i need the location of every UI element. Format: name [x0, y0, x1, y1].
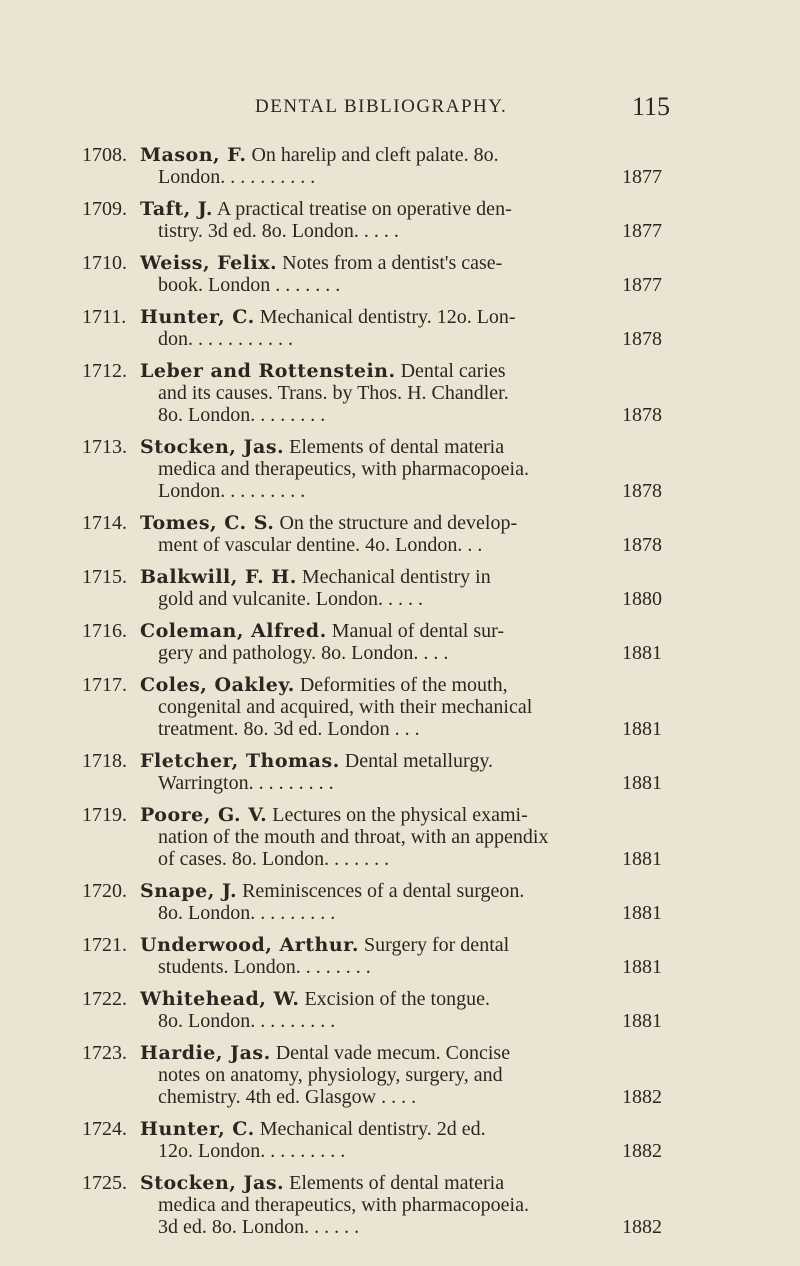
- entry-first-line: [140, 252, 622, 274]
- entry-text: [140, 144, 622, 188]
- entry-first-line: [140, 566, 622, 588]
- entry-title-text: Notes from a dentist's case-: [282, 252, 503, 274]
- entry-text: [140, 1042, 622, 1108]
- entry-first-line: [140, 988, 622, 1010]
- entry-title-text: Warrington. . . . . . . . .: [158, 772, 334, 794]
- entry-text: [140, 988, 622, 1032]
- entry-title-text: Mechanical dentistry in: [301, 566, 491, 588]
- entry-year: 1878: [622, 404, 662, 426]
- entry-year: 1881: [622, 1010, 662, 1032]
- entry-title-text: Reminiscences of a dental surgeon.: [242, 880, 525, 902]
- bibliography-entry: [0, 144, 800, 188]
- entry-title-text: A practical treatise on operative den-: [216, 198, 512, 220]
- bibliography-entry: [0, 198, 800, 242]
- entry-title-text: Manual of dental sur-: [331, 620, 505, 642]
- entry-text: [140, 436, 622, 502]
- entry-title-text: Elements of dental materia: [289, 1172, 505, 1194]
- bibliography-entry: [0, 436, 800, 502]
- entry-first-line: [140, 1042, 622, 1064]
- entry-continuation-line: [140, 588, 622, 610]
- entry-title-text: students. London. . . . . . . .: [158, 956, 371, 978]
- entry-text: [140, 934, 622, 978]
- entry-author: Snape, J.: [140, 880, 238, 902]
- entry-year: 1881: [622, 772, 662, 794]
- entry-text: [140, 512, 622, 556]
- entry-continuation-line: [140, 902, 622, 924]
- entry-number: 1714.: [82, 512, 127, 534]
- entry-title-text: book. London . . . . . . .: [158, 274, 341, 296]
- entry-text: [140, 198, 622, 242]
- entry-first-line: [140, 1172, 622, 1194]
- entry-title-text: 8o. London. . . . . . . .: [158, 404, 326, 426]
- entry-author: Hunter, C.: [140, 1118, 255, 1140]
- entry-number: 1720.: [82, 880, 127, 902]
- entry-title-text: and its causes. Trans. by Thos. H. Chandler.: [158, 382, 509, 404]
- entry-title-text: 12o. London. . . . . . . . .: [158, 1140, 346, 1162]
- entry-author: Stocken, Jas.: [140, 436, 285, 458]
- entry-author: Mason, F.: [140, 144, 247, 166]
- entry-first-line: [140, 804, 622, 826]
- entry-continuation-line: [140, 534, 622, 556]
- entry-title-text: London. . . . . . . . .: [158, 480, 306, 502]
- entry-author: Whitehead, W.: [140, 988, 300, 1010]
- entry-year: 1881: [622, 848, 662, 870]
- entry-number: 1725.: [82, 1172, 127, 1194]
- bibliography-entry: [0, 1118, 800, 1162]
- entry-text: [140, 252, 622, 296]
- bibliography-entry: [0, 566, 800, 610]
- bibliography-entry: [0, 674, 800, 740]
- page-number: 115: [632, 92, 671, 121]
- entry-number: 1721.: [82, 934, 127, 956]
- bibliography-entry: [0, 804, 800, 870]
- entry-year: 1877: [622, 220, 662, 242]
- entry-first-line: [140, 934, 622, 956]
- entry-title-text: Lectures on the physical exami-: [272, 804, 528, 826]
- entry-first-line: [140, 198, 622, 220]
- entry-continuation-line: [140, 696, 622, 718]
- entry-author: Underwood, Arthur.: [140, 934, 360, 956]
- entry-text: [140, 306, 622, 350]
- entry-title-text: Elements of dental materia: [289, 436, 505, 458]
- entry-continuation-line: [140, 956, 622, 978]
- entry-continuation-line: [140, 480, 622, 502]
- entry-number: 1717.: [82, 674, 127, 696]
- entry-year: 1877: [622, 166, 662, 188]
- entry-text: [140, 804, 622, 870]
- entry-number: 1710.: [82, 252, 127, 274]
- entry-title-text: treatment. 8o. 3d ed. London . . .: [158, 718, 420, 740]
- entry-title-text: Dental metallurgy.: [344, 750, 494, 772]
- entry-continuation-line: [140, 1086, 622, 1108]
- entry-author: Taft, J.: [140, 198, 213, 220]
- entry-continuation-line: [140, 458, 622, 480]
- entry-text: [140, 1172, 622, 1238]
- entry-first-line: [140, 1118, 622, 1140]
- entry-title-text: 8o. London. . . . . . . . .: [158, 902, 336, 924]
- entry-year: 1881: [622, 902, 662, 924]
- entry-number: 1708.: [82, 144, 127, 166]
- entry-title-text: congenital and acquired, with their mechanical: [158, 696, 533, 718]
- entry-author: Stocken, Jas.: [140, 1172, 285, 1194]
- entry-title-text: notes on anatomy, physiology, surgery, and: [158, 1064, 503, 1086]
- entry-first-line: [140, 674, 622, 696]
- entry-continuation-line: [140, 328, 622, 350]
- entry-continuation-line: [140, 642, 622, 664]
- entry-continuation-line: [140, 220, 622, 242]
- entry-first-line: [140, 880, 622, 902]
- entry-title-text: Deformities of the mouth,: [299, 674, 508, 696]
- entry-year: 1882: [622, 1140, 662, 1162]
- entry-title-text: 3d ed. 8o. London. . . . . .: [158, 1216, 360, 1238]
- entry-title-text: nation of the mouth and throat, with an appendix: [158, 826, 549, 848]
- entry-author: Hardie, Jas.: [140, 1042, 271, 1064]
- entry-text: [140, 880, 622, 924]
- entry-author: Weiss, Felix.: [140, 252, 278, 274]
- entry-year: 1878: [622, 480, 662, 502]
- page-header: [0, 92, 800, 122]
- entry-number: 1711.: [82, 306, 127, 328]
- entry-title-text: On the structure and develop-: [279, 512, 518, 534]
- running-head: DENTAL BIBLIOGRAPHY.: [255, 96, 508, 117]
- entry-title-text: Dental caries: [400, 360, 506, 382]
- entry-text: [140, 620, 622, 664]
- bibliography-entry: [0, 306, 800, 350]
- bibliography-entry: [0, 620, 800, 664]
- entry-title-text: gery and pathology. 8o. London. . . .: [158, 642, 449, 664]
- entry-title-text: Dental vade mecum. Concise: [275, 1042, 511, 1064]
- entry-title-text: Excision of the tongue.: [304, 988, 490, 1010]
- entry-title-text: London. . . . . . . . . .: [158, 166, 316, 188]
- entry-number: 1719.: [82, 804, 127, 826]
- entry-text: [140, 1118, 622, 1162]
- entry-year: 1881: [622, 642, 662, 664]
- entry-title-text: Surgery for dental: [364, 934, 510, 956]
- bibliography-entry: [0, 750, 800, 794]
- entry-continuation-line: [140, 772, 622, 794]
- entry-year: 1878: [622, 328, 662, 350]
- entry-title-text: ment of vascular dentine. 4o. London. . .: [158, 534, 483, 556]
- entry-number: 1718.: [82, 750, 127, 772]
- entry-continuation-line: [140, 718, 622, 740]
- entry-continuation-line: [140, 1064, 622, 1086]
- entry-title-text: Mechanical dentistry. 2d ed.: [259, 1118, 486, 1140]
- bibliography-entry: [0, 880, 800, 924]
- entry-number: 1713.: [82, 436, 127, 458]
- entry-author: Coleman, Alfred.: [140, 620, 327, 642]
- entry-title-text: Mechanical dentistry. 12o. Lon-: [259, 306, 516, 328]
- entry-year: 1880: [622, 588, 662, 610]
- entry-title-text: of cases. 8o. London. . . . . . .: [158, 848, 390, 870]
- bibliography-entry: [0, 252, 800, 296]
- entry-first-line: [140, 306, 622, 328]
- entry-continuation-line: [140, 1216, 622, 1238]
- entry-author: Balkwill, F. H.: [140, 566, 297, 588]
- bibliography-entry: [0, 1172, 800, 1238]
- entry-continuation-line: [140, 166, 622, 188]
- entry-year: 1882: [622, 1086, 662, 1108]
- entry-number: 1715.: [82, 566, 127, 588]
- entry-number: 1712.: [82, 360, 127, 382]
- entry-text: [140, 566, 622, 610]
- entry-year: 1882: [622, 1216, 662, 1238]
- entry-number: 1723.: [82, 1042, 127, 1064]
- entry-continuation-line: [140, 1140, 622, 1162]
- entry-first-line: [140, 144, 622, 166]
- entry-year: 1878: [622, 534, 662, 556]
- entry-author: Leber and Rottenstein.: [140, 360, 396, 382]
- bibliography-entry: [0, 360, 800, 426]
- entry-continuation-line: [140, 274, 622, 296]
- entry-continuation-line: [140, 1194, 622, 1216]
- entry-continuation-line: [140, 382, 622, 404]
- entry-title-text: tistry. 3d ed. 8o. London. . . . .: [158, 220, 399, 242]
- bibliography-entry: [0, 1042, 800, 1108]
- bibliography-list: [0, 144, 800, 1248]
- entry-continuation-line: [140, 826, 622, 848]
- entry-number: 1709.: [82, 198, 127, 220]
- entry-first-line: [140, 436, 622, 458]
- bibliography-entry: [0, 988, 800, 1032]
- entry-author: Tomes, C. S.: [140, 512, 275, 534]
- entry-first-line: [140, 512, 622, 534]
- entry-number: 1722.: [82, 988, 127, 1010]
- bibliography-entry: [0, 512, 800, 556]
- entry-text: [140, 750, 622, 794]
- entry-first-line: [140, 620, 622, 642]
- entry-title-text: don. . . . . . . . . . .: [158, 328, 293, 350]
- entry-author: Fletcher, Thomas.: [140, 750, 340, 772]
- bibliography-entry: [0, 934, 800, 978]
- entry-first-line: [140, 750, 622, 772]
- entry-author: Coles, Oakley.: [140, 674, 295, 696]
- entry-title-text: gold and vulcanite. London. . . . .: [158, 588, 423, 610]
- entry-author: Hunter, C.: [140, 306, 255, 328]
- entry-title-text: chemistry. 4th ed. Glasgow . . . .: [158, 1086, 417, 1108]
- entry-first-line: [140, 360, 622, 382]
- entry-continuation-line: [140, 1010, 622, 1032]
- entry-number: 1724.: [82, 1118, 127, 1140]
- entry-author: Poore, G. V.: [140, 804, 268, 826]
- entry-year: 1881: [622, 956, 662, 978]
- entry-continuation-line: [140, 404, 622, 426]
- entry-year: 1877: [622, 274, 662, 296]
- entry-text: [140, 360, 622, 426]
- entry-continuation-line: [140, 848, 622, 870]
- entry-title-text: 8o. London. . . . . . . . .: [158, 1010, 336, 1032]
- entry-year: 1881: [622, 718, 662, 740]
- entry-number: 1716.: [82, 620, 127, 642]
- entry-title-text: On harelip and cleft palate. 8o.: [251, 144, 499, 166]
- entry-title-text: medica and therapeutics, with pharmacopoeia.: [158, 458, 529, 480]
- entry-text: [140, 674, 622, 740]
- entry-title-text: medica and therapeutics, with pharmacopoeia.: [158, 1194, 529, 1216]
